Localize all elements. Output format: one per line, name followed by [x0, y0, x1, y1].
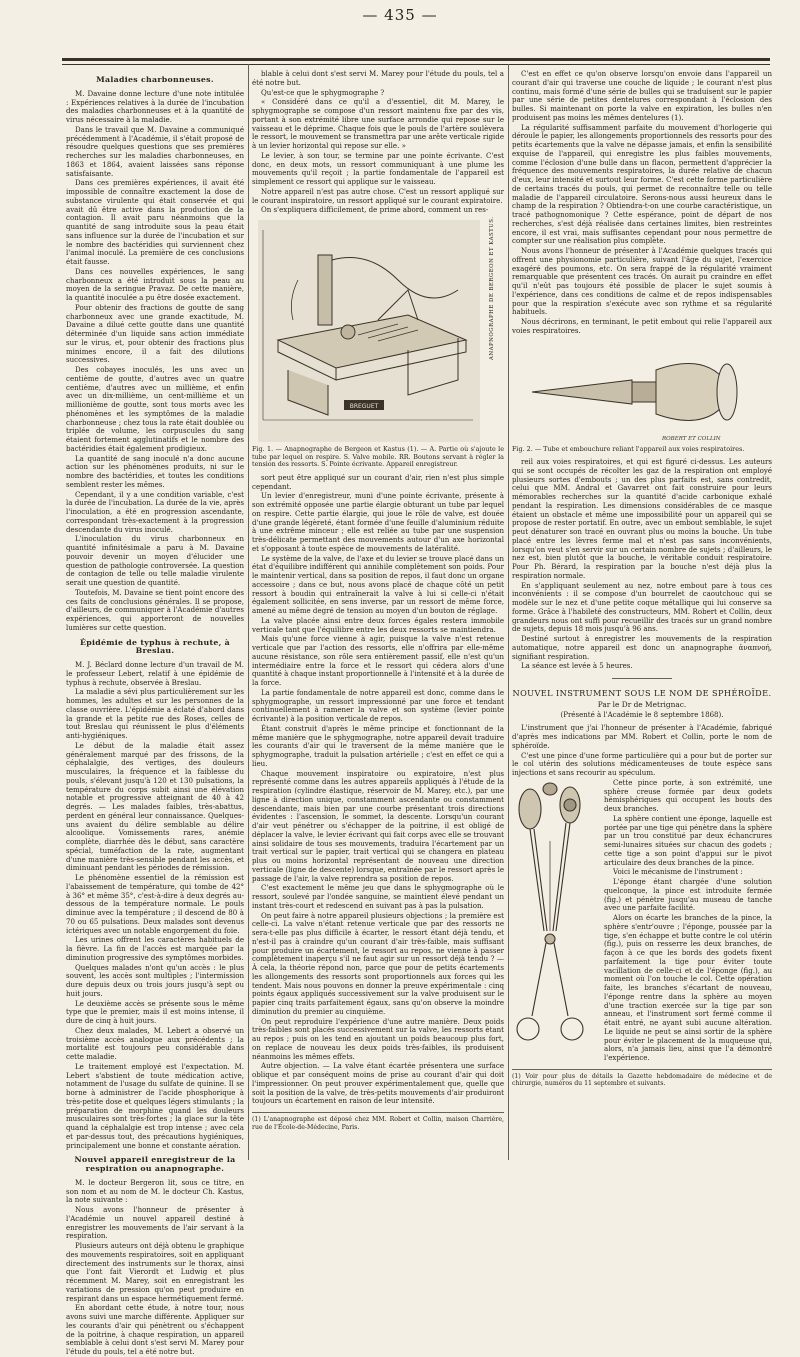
paragraph: Nous avons l'honneur de présenter à l'Académie quelques tracés qui offrent une physionomie particulière, suivant l'âge du sujet, l'exercice exagéré des poumons, etc. On sera frappé de la régularité vraiment remarquable que présentent ces tracés. On aurait pu craindre en effet qu'il n'eût pas toujours été possible de placer le sujet soumis à l'expérience, dans ces conditions de calme et de repos indispensables pour que la respiration s'exécute avec son rythme et sa régularité habituels. [512, 246, 772, 317]
figure-spheroide-wrap [512, 779, 772, 1063]
paragraph: Le phénomène essentiel de la rémission est l'abaissement de température, qui tombe de 42° à 36° et même 35°, c'est-à-dire à deux degrés au-dessous de la température normale. Le pouls diminue avec la température ; il descend de 80 à 70 ou 65 pulsations. Deux malades sont devenus ictériques avec un notable engorgement du foie. [66, 873, 244, 935]
column-divider [508, 64, 509, 1160]
divider [612, 678, 672, 679]
paragraph: On s'expliquera difficilement, de prime abord, comment un res- [261, 205, 489, 215]
paragraph: reil aux voies respiratoires, et qui est figuré ci-dessus. Les auteurs qui se sont occupés de récolter les gaz de la respiration ont employé plusieurs sortes d'embouts ; un des plus parfaits est, sans contredit, celui que MM. Andral et Gavarret ont fait construire pour leurs mémorables recherches sur la quantité d'acide carbonique exhalé pendant la respiration. Les dimensions considérables de ce masque étaient un obstacle et même une impossibilité pour un appareil qui se propose de rester portatif. En outre, avec un embout semblable, le sujet peut dénaturer son tracé en ouvrant plus ou moins la bouche. Un tube placé entre les lèvres ferme mal et n'est pas sans inconvénients, lorsqu'on veut s'en servir sur un certain nombre de sujets ; d'ailleurs, le nez est, bien plutôt que la bouche, le véritable conduit respiratoire. Pour Ph. Bérard, la respiration par la bouche n'est déjà plus la respiration normale. [512, 457, 772, 580]
footnote: (1) L'anapnographe est déposé chez MM. Robert et Collin, maison Charrière, rue de l'École-de-Médecine, Paris. [252, 1112, 504, 1131]
paragraph: C'est en effet ce qu'on observe lorsqu'on envoie dans l'appareil un courant d'air qui traverse une couche de liquide ; le courant n'est plus continu, mais formé d'une série de bulles qui se traduisent sur le papier par une série de petites dentelures correspondant à l'éclosion des bulles. Si maintenant on porte la valve en expiration, les bulles n'en produisent pas moins les mêmes dentelures (1). [512, 69, 772, 122]
column-2 [252, 70, 504, 1150]
paragraph: Étant construit d'après le même principe et fonctionnant de la même manière que le sphygmographe, notre appareil devait traduire les courants d'air qui le traversent de la même manière que le sphygmographe, traduit la pulsation artérielle ; c'est en effet ce qui a lieu. [252, 723, 504, 768]
paragraph: Destiné surtout à enregistrer les mouvements de la respiration automatique, notre appareil est donc un anapnographe ἀναπνοή, signifiant respiration. [512, 634, 772, 661]
anapnographe-illustration [258, 220, 498, 442]
column-3 [512, 70, 772, 1170]
paragraph: Voici le mécanisme de l'instrument : [613, 867, 743, 877]
spheroide-illustration [512, 781, 598, 1059]
presentation-note: (Présenté à l'Académie le 8 septembre 1868). [560, 709, 724, 719]
paragraph: Cependant, il y a une condition variable, c'est la durée de l'incubation. La durée de la vie, après l'inoculation, a été en progression ascendante, correspondant très-exactement à la progression descendante du virus inoculé. [66, 489, 244, 534]
paragraph: Qu'est-ce que le sphygmographe ? [261, 87, 385, 97]
paragraph: Dans ces premières expériences, il avait été impossible de connaître exactement la dose de substance virulente qui était conservée et qui avait dû être active dans la production de la contagion. Il avait paru néanmoins que la quantité de sang introduite sous la peau était sans influence sur la durée de l'incubation et sur le nombre des bactéridies qui surviennent chez l'animal inoculé. La première de ces conclusions était fausse. [66, 178, 244, 266]
paragraph: Alors on écarte les branches de la pince, la sphère s'entr'ouvre ; l'éponge, poussée par la tige, s'en échappe et butte contre le col utérin (fig.), puis on resserre les deux branches, de façon à ce que les bords des godets fixent parfaitement la tige pour éviter toute vacillation de celle-ci et de l'éponge (fig.), au moment où l'on touche le col. Cette opération faite, les branches s'écartant de nouveau, l'éponge rentre dans la sphère au moyen d'une traction exercée sur la tige par son anneau, et l'instrument sort fermé comme il était entré, ne ayant subi aucune altération. Le liquide ne peut se ainsi sortir de la sphère pour éviter le placement de la muqueuse qui, alors, n'a jamais lieu, ainsi que l'a démontré l'expérience. [604, 913, 772, 1063]
section-heading: Nouvel appareil enregistreur de la respiration ou anapnographe. [74, 1155, 236, 1173]
paragraph: Pour obtenir des fractions de goutte de sang charbonneux avec une grande exactitude, M. Davaine a dilué cette goutte dans une quantité déterminée d'un liquide sans action immédiate sur le virus, et, pour obtenir des fractions plus minimes encore, il a fait des dilutions successives. [66, 302, 244, 365]
paragraph: Plusieurs auteurs ont déjà obtenu le graphique des mouvements respiratoires, soit en appliquant directement des instruments sur le thorax, ainsi que l'ont fait Vierordt et Ludwig et plus récemment M. Marey, soit en enregistrant les variations de pression qu'on peut produire en respirant dans un espace hermétiquement fermé. [66, 1241, 244, 1303]
column-1 [66, 70, 244, 1356]
paragraph: La valve placée ainsi entre deux forces égales restera immobile verticale tant que l'équilibre entre les deux ressorts se maintiendra. [252, 615, 504, 634]
paragraph: La régularité suffisamment parfaite du mouvement d'horlogerie qui déroule le papier, les allongements proportionnels des ressorts pour des petits écartements que la valve ne dépasse jamais, et enfin la sensibilité exquise de l'appareil, qui enregistre les plus faibles mouvements, comme l'éclosion d'une bulle dans un flacon, permettent d'apprécier la fréquence des mouvements respiratoires, la durée relative de chacun d'eux, leur intensité et surtout leur forme. C'est cette forme particulière de certains tracés du pouls, qui permet de reconnaître telle ou telle maladie de l'appareil circulatoire. Serons-nous aussi heureux dans le champ de la respiration ? Obtiendra-t-on une courbe caractéristique, un tracé pathognomonique ? Cette espérance, point de départ de nos recherches, s'est déjà réalisée dans certaines limites, bien restreintes encore, il est vrai, mais suffisantes cependant pour nous permettre de compter sur une réalisation plus complète. [512, 122, 772, 246]
paragraph: Toutefois, M. Davaine se tient point encore des ces faits de conclusions générales. Il se propose, d'ailleurs, de communiquer à l'Académie d'autres expériences, qui apporteront de nouvelles lumières sur cette question. [66, 587, 244, 632]
paragraph: L'instrument que j'ai l'honneur de présenter à l'Académie, fabriqué d'après mes indications par MM. Robert et Collin, porte le nom de sphéroïde. [512, 723, 772, 750]
paragraph: Le début de la maladie était assez généralement marqué par des frissons, de la céphalalgie, des vertiges, des douleurs musculaires, la fréquence et la faiblesse du pouls, s'élevant jusqu'à 120 et 130 pulsations, la température du corps subit ainsi une élévation notable et progressive atteignant de 40 à 42 degrés. — Les malades faibles, très-abattus, perdent en général leur connaissance. Quelques-uns avaient du délire semblable au délire alcoolique. Vomissements rares, anémie complète, diarrhée dès le début, sans caractère spécial, tuméfaction de la rate, augmentant d'une manière très-sensible pendant les accès, et diminuant pendant les périodes de rémission. [66, 740, 244, 873]
paragraph: Dans ces nouvelles expériences, le sang charbonneux a été introduit sous la peau au moyen de la seringue Pravaz. De cette manière, la quantité inoculée a pu être dosée exactement. [66, 266, 244, 302]
maker-mark: ROBERT ET COLLIN [662, 435, 721, 442]
paragraph: La séance est levée à 5 heures. [521, 661, 633, 671]
footnote: (1) Voir pour plus de détails la Gazette hebdomadaire de médecine et de chirurgie, numéros du 11 septembre et suivants. [512, 1069, 772, 1088]
paragraph: Le traitement employé est l'expectation. M. Lebert s'abstient de toute médication active, notamment de l'usage du sulfate de quinine. Il se borne à administrer de l'acide phosphorique à très-petite dose et quelques légers stimulants ; la préparation de morphine quand les douleurs musculaires sont très-fortes ; la glace sur la tête quand la céphalalgie est trop intense ; avec cela et par-dessus tout, des précautions hygiéniques, principalement une bonne et constante aération. [66, 1061, 244, 1150]
paragraph: Les urines offrent les caractères habituels de la fièvre. La fin de l'accès est marquée par la diminution progressive des symptômes morbides. [66, 935, 244, 962]
paragraph: blable à celui dont s'est servi M. Marey pour l'étude du pouls, tel a été notre but. [252, 69, 504, 87]
paragraph: En s'appliquant seulement au nez, notre embout pare à tous ces inconvénients : il se compose d'un bourrelet de caoutchouc qui se modèle sur le nez et d'une petite coque métallique qui lui conserve sa forme. Grâce à l'habileté des constructeurs, MM. Robert et Collin, deux grandeurs nous ont suffi pour recueillir des tracés sur un grand nombre de sujets, depuis 18 mois jusqu'à 96 ans. [512, 580, 772, 634]
figure-caption: Fig. 1. — Anapnographe de Bergeon et Kastus (1). — A. Partie où s'ajoute le tube par lequel on respire. S. Valve mobile. RR. Boutons servant à régler la tension des ressorts. S. Pointe écrivante. Appareil enregistreur. [252, 445, 504, 469]
embout-illustration [522, 340, 762, 444]
paragraph: C'est exactement le même jeu que dans le sphygmographe où le ressort, soulevé par l'ondée sanguine, se maintient élevé pendant un instant très-court et redescend en suivant pas à pas la pulsation. [252, 883, 504, 910]
paragraph: La partie fondamentale de notre appareil est donc, comme dans le sphygmographe, un ressort impressionné par une force et tendant continuellement à ramener la valve et son système (levier pointe écrivante) à la position verticale de repos. [252, 687, 504, 724]
paragraph: L'inoculation du virus charbonneux en quantité infinitésimale a paru à M. Davaine pouvoir devenir un moyen d'élucider une question de pathologie controversée. La question de contagion de telle ou telle maladie virulente serait une question de quantité. [66, 534, 244, 587]
paragraph: C'est une pince d'une forme particulière qui a pour but de porter sur le col utérin des solutions médicamenteuses de toute espèce sans injections et sans recourir au spéculum. [512, 750, 772, 778]
paragraph: La quantité de sang inoculé n'a donc aucune action sur les phénomènes produits, ni sur le nombre des bactéridies, et toutes les conditions semblent rester les mêmes. [66, 453, 244, 489]
paragraph: Mais qu'une force vienne à agir, puisque la valve n'est retenue verticale que par l'action des ressorts, elle n'offrira par elle-même aucune résistance, son rôle sera entièrement passif, elle n'est qu'un intermédiaire entre la force et le ressort qui cédera alors d'une quantité à chaque instant proportionnelle à l'intensité et à la durée de la force. [252, 634, 504, 688]
figure-embout [522, 340, 762, 444]
paragraph: M. le docteur Bergeron lit, sous ce titre, en son nom et au nom de M. le docteur Ch. Kastus, la note suivante : [66, 1177, 244, 1205]
paragraph: Le système de la valve, de l'axe et du levier se trouve placé dans un état d'équilibre indifférent qui annihile complètement son poids. Pour le maintenir vertical, dans sa position de repos, il faut donc un organe accessoire ; dans ce but, nous avons placé de chaque côté un petit ressort à boudin qui entraînerait la valve à lui si celle-ci n'était également sollicitée, en sens inverse, par un ressort de même force, amené au même degré de tension au moyen d'un bouton de réglage. [252, 553, 504, 616]
paragraph: Des cobayes inoculés, les uns avec un centième de goutte, d'autres avec un quatre centième, d'autres avec un millième, et enfin avec un dix-millième, un cent-millième et un millionième de goutte, sont tous morts avec les phénomènes et les symptômes de la maladie charbonneuse ; chez tous la rate était doublée ou triplée de volume, les corpuscules du sang étaient fortement agglutinatifs et le nombre des bactéridies était également prodigieux. [66, 365, 244, 453]
paragraph: « Considéré dans ce qu'il a d'essentiel, dit M. Marey, le sphygmographe se compose d'un ressort maintenu fixe par des vis, portant à son extrémité libre une surface arrondie qui repose sur le vaisseau et le déprime. Chaque fois que le pouls de l'artère soulèvera le ressort, le mouvement se transmettra par une arête verticale rigide à un levier horizontal qui repose sur elle. » [252, 97, 504, 150]
byline: Par le Dr de Metrignac. [597, 699, 687, 709]
section-heading: NOUVEL INSTRUMENT SOUS LE NOM DE SPHÉROÏDE. [512, 688, 772, 699]
paragraph: M. Davaine donne lecture d'une note intitulée : Expériences relatives à la durée de l'incubation des maladies charbonneuses et à la quantité de virus nécessaire à la maladie. [66, 88, 244, 124]
header-rule [62, 58, 770, 61]
paragraph: Dans le travail que M. Davaine a communiqué précédemment à l'Académie, il s'était proposé de résoudre quelques questions que ses premières recherches sur les maladies charbonneuses, en 1863 et 1864, avaient laissées sans réponse satisfaisante. [66, 124, 244, 178]
section-heading: Épidémie de typhus à rechute, à Breslau. [79, 637, 231, 656]
header-rule-thin [62, 64, 770, 65]
paragraph: Le levier, à son tour, se termine par une pointe écrivante. C'est donc, en deux mots, un ressort communiquant à une plume les mouvements qu'il reçoit ; la partie fondamentale de l'appareil est simplement ce ressort qui applique sur le vaisseau. [252, 150, 504, 186]
paragraph: Notre appareil n'est pas autre chose. C'est un ressort appliqué sur le courant inspiratoire, un ressort appliqué sur le courant expiratoire. [252, 186, 504, 205]
section-heading: Maladies charbonneuses. [96, 75, 214, 84]
paragraph: Un levier d'enregistreur, muni d'une pointe écrivante, présente à son extrémité opposée une partie élargie obturant un tube par lequel on respire. Cette partie élargie, qui joue le rôle de valve, est douée d'une grande légèreté, étant formée d'une feuille d'aluminium réduite à une extrême minceur ; elle est reliée au tube par une suspension très-délicate permettant des mouvements autour d'un axe horizontal et s'opposant à toute espèce de mouvements de latéralité. [252, 491, 504, 553]
paragraph: Nous avons l'honneur de présenter à l'Académie un nouvel appareil destiné à enregistrer les mouvements de l'air servant à la respiration. [66, 1205, 244, 1241]
paragraph: Cette pince porte, à son extrémité, une sphère creuse formée par deux godets hémisphériques qui occupent les bouts des deux branches. [604, 777, 772, 814]
figure-side-label: ANAPNOGRAPHE DE BERGEON ET KASTUS. [489, 216, 495, 360]
paragraph: sort peut être appliqué sur un courant d'air, rien n'est plus simple cependant. [252, 472, 504, 491]
page-number: — 435 — [362, 6, 438, 24]
figure-caption: Fig. 2. — Tube et embouchure reliant l'appareil aux voies respiratoires. [512, 444, 745, 453]
paragraph: Autre objection. — La valve étant écartée présentera une surface oblique et par conséquent moins de prise au courant d'air qui doit l'impressionner. On peut prouver expérimentalement que, quelle que soit la position de la valve, de très-petits mouvements d'air produiront toujours un écartement en raison de leur intensité. [252, 1061, 504, 1106]
paragraph: Chaque mouvement inspiratoire ou expiratoire, n'est plus représenté comme dans les autres appareils appliqués à l'étude de la respiration (cylindre élastique, réservoir de M. Marey, etc.), par une ligne à direction unique, constamment ascendante ou constamment descendante, mais bien par une courbe présentant trois directions évidentes : l'ascension, le sommet, la descente. Lorsqu'un courant d'air veut pénétrer ou s'échapper de la poitrine, il est obligé de déplacer la valve, le levier écrivant qui fait corps avec elle se trouvant ainsi solidaire de tous ses mouvements, traduira l'écartement par un trait vertical sur le papier, trait vertical qui se changera en plateau plus ou moins horizontal représentant de nouveau une direction verticale (ligne de descente) lorsque, entraînée par le ressort après le passage de l'air, la valve reprendra sa position de repos. [252, 768, 504, 883]
paragraph: La sphère contient une éponge, laquelle est portée par une tige qui pénètre dans la sphère par un trou constitué par deux échancrures semi-lunaires situées sur chacun des godets ; cette tige a son point d'appui sur le pivot articulaire des deux branches de la pince. [604, 813, 772, 867]
paragraph: La maladie a sévi plus particulièrement sur les hommes, les adultes et sur les personnes de la classe ouvrière. L'épidémie a éclaté d'abord dans la grande et la petite rue des Roses, celles de tout Breslau qui réunissent le plus d'éléments anti-hygiéniques. [66, 687, 244, 740]
paragraph: M. J. Béclard donne lecture d'un travail de M. le professeur Lebert, relatif à une épidémie de typhus à rechute, observée à Breslau. [66, 660, 244, 687]
maker-mark: BREGUET [349, 403, 379, 410]
paragraph: En abordant cette étude, à notre tour, nous avons suivi une marche différente. Appliquer sur les courants d'air qui pénètrent ou s'échappent de la poitrine, à chaque respiration, un appareil semblable à celui dont s'est servi M. Marey pour l'étude du pouls, tel a été notre but. [66, 1303, 244, 1356]
paragraph: Chez deux malades, M. Lebert a observé un troisième accès analogue aux précédents ; la mortalité est toujours peu considérable dans cette maladie. [66, 1025, 244, 1061]
column-divider [248, 64, 249, 1160]
paragraph: Le deuxième accès se présente sous le même type que le premier, mais il est moins intense, il dure de cinq à huit jours. [66, 998, 244, 1025]
paragraph: Nous décrirons, en terminant, le petit embout qui relie l'appareil aux voies respiratoires. [512, 317, 772, 335]
paragraph: Quelques malades n'ont qu'un accès : le plus souvent, les accès sont multiples ; l'intermission dure depuis deux ou trois jours jusqu'à sept ou huit jours. [66, 962, 244, 998]
paragraph: L'éponge étant chargée d'une solution quelconque, la pince est introduite fermée (fig.) et pénètre jusqu'au museau de tanche avec une parfaite facilité. [604, 877, 772, 913]
paragraph: On peut faire à notre appareil plusieurs objections ; la première est celle-ci. La valve n'étant retenue verticale que par des ressorts ne sera-t-elle pas plus difficile à écarter, le ressort étant déjà tendu, et n'est-il pas à craindre qu'un courant d'air très-faible, mais suffisant pour produire un écartement, le ressort au repos, ne vienne à passer complètement inaperçu s'il ne faut agir sur un ressort déjà tendu ? — À cela, la théorie répond non, parce que pour de petits écartements les allongements des ressorts sont proportionnels aux forces qui les tendent. Mais nous pouvons en donner la preuve expérimentale : cinq points égaux appliqués successivement sur la valve produisent sur le papier cinq traits parfaitement égaux, sans qu'on observe la moindre diminution du premier au cinquième. [252, 910, 504, 1016]
figure-anapnographe [258, 216, 498, 442]
paragraph: On peut reproduire l'expérience d'une autre manière. Deux poids très-faibles sont placés successivement sur la valve, les ressorts étant au repos ; puis on les tend en ajoutant un poids beaucoup plus fort, on replace de nouveau les deux poids très-faibles, ils produisent néanmoins les mêmes effets. [252, 1016, 504, 1061]
